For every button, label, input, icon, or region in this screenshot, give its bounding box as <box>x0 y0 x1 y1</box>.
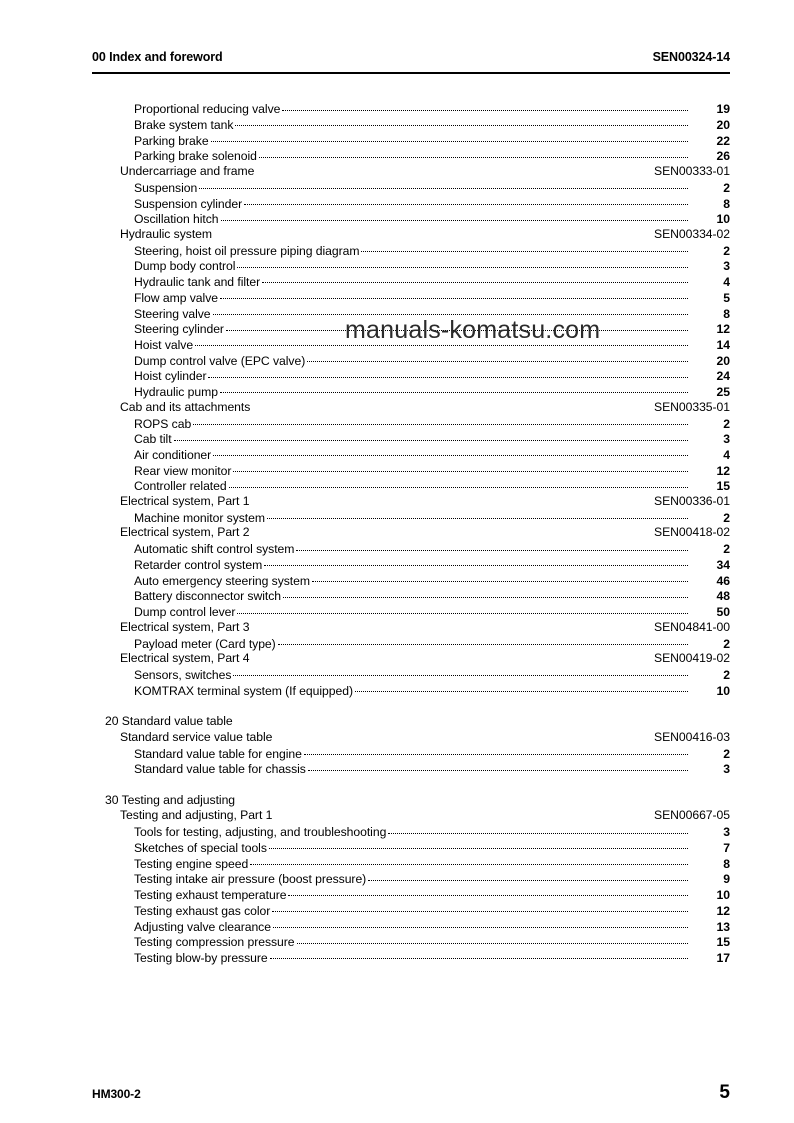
toc-entry-section[interactable] <box>0 808 794 824</box>
toc-entry-item[interactable] <box>0 132 794 148</box>
toc-entry-label: Hoist cylinder <box>134 369 207 384</box>
toc-entry-label: Testing engine speed <box>134 856 249 871</box>
toc-entry-page-number: 14 <box>716 337 730 352</box>
toc-entry-section[interactable] <box>0 164 794 180</box>
toc-entry-page-number: 3 <box>723 259 730 274</box>
toc-entry-label: Controller related <box>134 479 227 494</box>
toc-entry-page-number: 13 <box>716 919 730 934</box>
leader-dots <box>237 258 688 270</box>
leader-dots <box>308 761 688 773</box>
toc-entry-page-number: 4 <box>723 275 730 290</box>
toc-entry-label: Hydraulic system <box>120 226 212 241</box>
leader-dots <box>226 321 688 333</box>
toc-entry-item[interactable] <box>0 180 794 196</box>
toc-entry-label: Suspension <box>134 180 198 195</box>
toc-entry-page-number: 2 <box>723 243 730 258</box>
leader-dots <box>267 510 688 522</box>
toc-entry-item[interactable] <box>0 855 794 871</box>
toc-entry-label: Undercarriage and frame <box>120 163 255 178</box>
toc-entry-label: Rear view monitor <box>134 463 232 478</box>
leader-dots <box>259 148 688 160</box>
leader-dots <box>193 415 688 427</box>
toc-entry-label: Parking brake <box>134 133 209 148</box>
toc-entry-item[interactable] <box>0 573 794 589</box>
toc-entry-label: Testing compression pressure <box>134 935 295 950</box>
toc-entry-label: Cab and its attachments <box>120 399 251 414</box>
toc-entry-item[interactable] <box>0 117 794 133</box>
toc-entry-label: ROPS cab <box>134 416 192 431</box>
toc-entry-label: Electrical system, Part 4 <box>120 651 250 666</box>
leader-dots <box>220 384 688 396</box>
toc-entry-page-number: 19 <box>716 102 730 117</box>
toc-entry-chapter[interactable] <box>0 714 794 730</box>
leader-dots <box>297 934 689 946</box>
toc-entry-item[interactable] <box>0 101 794 117</box>
footer-page-number: 5 <box>719 1082 730 1103</box>
toc-entry-label: Testing exhaust temperature <box>134 888 287 903</box>
toc-entry-document-code: SEN00336-01 <box>653 493 730 508</box>
toc-entry-label: Sketches of special tools <box>134 840 267 855</box>
toc-entry-item[interactable] <box>0 541 794 557</box>
toc-entry-page-number: 12 <box>716 322 730 337</box>
page-header <box>92 50 730 64</box>
leader-dots <box>213 305 688 317</box>
toc-entry-label: Standard value table for engine <box>134 746 302 761</box>
leader-dots <box>304 745 688 757</box>
toc-entry-label: Battery disconnector switch <box>134 589 281 604</box>
toc-entry-page-number: 2 <box>723 510 730 525</box>
toc-entry-item[interactable] <box>0 321 794 337</box>
leader-dots <box>229 478 688 490</box>
toc-entry-label: Brake system tank <box>134 117 234 132</box>
toc-entry-item[interactable] <box>0 274 794 290</box>
leader-dots <box>273 918 688 930</box>
leader-dots <box>220 290 688 302</box>
leader-dots <box>174 431 688 443</box>
leader-dots <box>388 824 688 836</box>
table-of-contents <box>0 101 794 965</box>
toc-entry-label: Hoist valve <box>134 337 194 352</box>
toc-entry-item[interactable] <box>0 463 794 479</box>
toc-entry-document-code: SEN00419-02 <box>653 651 730 666</box>
leader-dots <box>361 242 688 254</box>
toc-entry-label: Steering, hoist oil pressure piping diagram <box>134 243 360 258</box>
toc-entry-label: Auto emergency steering system <box>134 573 310 588</box>
toc-entry-page-number: 3 <box>723 825 730 840</box>
toc-entry-page-number: 50 <box>716 605 730 620</box>
leader-dots <box>270 950 688 962</box>
toc-entry-item[interactable] <box>0 824 794 840</box>
leader-dots <box>235 117 688 129</box>
toc-entry-label: Payload meter (Card type) <box>134 636 276 651</box>
toc-entry-item[interactable] <box>0 337 794 353</box>
toc-entry-label: Machine monitor system <box>134 510 265 525</box>
toc-entry-document-code: SEN00333-01 <box>653 163 730 178</box>
leader-dots <box>208 368 688 380</box>
toc-entry-document-code: SEN00334-02 <box>653 226 730 241</box>
toc-entry-item[interactable] <box>0 745 794 761</box>
toc-entry-section[interactable] <box>0 525 794 541</box>
toc-entry-item[interactable] <box>0 211 794 227</box>
footer-model: HM300-2 <box>92 1087 141 1101</box>
toc-entry-label: Retarder control system <box>134 558 263 573</box>
toc-entry-page-number: 3 <box>723 432 730 447</box>
toc-entry-label: Testing and adjusting, Part 1 <box>120 808 273 823</box>
toc-entry-label: Automatic shift control system <box>134 542 295 557</box>
toc-entry-document-code: SEN00335-01 <box>653 399 730 414</box>
toc-entry-page-number: 4 <box>723 448 730 462</box>
toc-entry-label: 20 Standard value table <box>105 714 233 728</box>
toc-entry-label: Dump body control <box>134 259 236 274</box>
toc-entry-label: Suspension cylinder <box>134 196 243 211</box>
toc-entry-section[interactable] <box>0 227 794 243</box>
toc-entry-item[interactable] <box>0 368 794 384</box>
toc-entry-label: Oscillation hitch <box>134 212 219 227</box>
toc-entry-page-number: 3 <box>723 762 730 777</box>
toc-entry-page-number: 8 <box>723 196 730 211</box>
leader-dots <box>278 635 688 647</box>
toc-entry-item[interactable] <box>0 353 794 369</box>
leader-dots <box>307 353 688 365</box>
toc-entry-page-number: 15 <box>716 479 730 494</box>
toc-entry-label: Dump control lever <box>134 605 236 620</box>
toc-entry-label: Testing blow-by pressure <box>134 950 268 965</box>
toc-entry-label: Parking brake solenoid <box>134 149 257 164</box>
toc-entry-page-number: 2 <box>723 636 730 651</box>
toc-entry-page-number: 8 <box>723 856 730 871</box>
toc-entry-label: Standard service value table <box>120 729 273 744</box>
toc-entry-item[interactable] <box>0 871 794 887</box>
toc-entry-page-number: 2 <box>723 180 730 195</box>
toc-entry-page-number: 34 <box>716 558 730 573</box>
toc-entry-label: Air conditioner <box>134 448 212 462</box>
leader-dots <box>262 274 688 286</box>
toc-entry-item[interactable] <box>0 478 794 494</box>
toc-entry-page-number: 12 <box>716 463 730 478</box>
toc-entry-page-number: 20 <box>716 117 730 132</box>
toc-entry-item[interactable] <box>0 510 794 526</box>
leader-dots <box>312 573 688 585</box>
toc-entry-item[interactable] <box>0 415 794 431</box>
leader-dots <box>211 132 688 144</box>
toc-entry-label: Hydraulic pump <box>134 385 218 400</box>
toc-entry-page-number: 22 <box>716 133 730 148</box>
watermark: manuals-komatsu.com <box>345 316 601 344</box>
toc-entry-item[interactable] <box>0 667 794 683</box>
toc-entry-document-code: SEN00416-03 <box>653 729 730 744</box>
toc-entry-page-number: 15 <box>716 935 730 950</box>
toc-entry-page-number: 10 <box>716 212 730 227</box>
toc-entry-page-number: 2 <box>723 416 730 431</box>
leader-dots <box>250 855 688 867</box>
toc-entry-page-number: 2 <box>723 746 730 761</box>
toc-entry-item[interactable] <box>0 588 794 604</box>
toc-entry-label: Testing intake air pressure (boost pressure) <box>134 872 367 887</box>
toc-entry-page-number: 26 <box>716 149 730 164</box>
toc-entry-page-number: 20 <box>716 353 730 368</box>
toc-entry-item[interactable] <box>0 242 794 258</box>
toc-entry-item[interactable] <box>0 683 794 699</box>
toc-entry-label: Tools for testing, adjusting, and troubleshooting <box>134 825 387 840</box>
toc-entry-label: Hydraulic tank and filter <box>134 275 261 290</box>
toc-entry-item[interactable] <box>0 840 794 856</box>
toc-entry-section[interactable] <box>0 400 794 416</box>
leader-dots <box>237 604 688 616</box>
toc-entry-item[interactable] <box>0 258 794 274</box>
toc-entry-item[interactable] <box>0 761 794 777</box>
header-document-code: SEN00324-14 <box>652 50 730 64</box>
header-divider <box>92 72 730 74</box>
toc-entry-item[interactable] <box>0 148 794 164</box>
leader-dots <box>195 337 688 349</box>
leader-dots <box>269 840 688 852</box>
toc-entry-label: Electrical system, Part 2 <box>120 525 250 540</box>
toc-entry-label: 30 Testing and adjusting <box>105 792 236 807</box>
toc-entry-page-number: 9 <box>723 872 730 887</box>
toc-entry-page-number: 12 <box>716 903 730 918</box>
toc-entry-item[interactable] <box>0 290 794 306</box>
toc-entry-item[interactable] <box>0 903 794 919</box>
toc-entry-page-number: 10 <box>716 888 730 903</box>
toc-entry-label: Sensors, switches <box>134 668 232 683</box>
toc-entry-document-code: SEN00418-02 <box>653 525 730 540</box>
toc-entry-label: Flow amp valve <box>134 290 218 305</box>
toc-entry-label: Adjusting valve clearance <box>134 919 271 934</box>
leader-dots <box>264 557 688 569</box>
toc-entry-section[interactable] <box>0 651 794 667</box>
toc-entry-page-number: 5 <box>723 290 730 305</box>
leader-dots <box>282 101 688 113</box>
toc-entry-item[interactable] <box>0 887 794 903</box>
toc-entry-label: Testing exhaust gas color <box>134 903 271 918</box>
toc-entry-label: Electrical system, Part 1 <box>120 493 250 508</box>
toc-entry-document-code: SEN04841-00 <box>653 619 730 634</box>
toc-entry-item[interactable] <box>0 195 794 211</box>
toc-entry-page-number: 2 <box>723 668 730 683</box>
toc-entry-item[interactable] <box>0 447 794 463</box>
toc-entry-page-number: 48 <box>716 589 730 604</box>
toc-entry-page-number: 17 <box>716 950 730 965</box>
leader-dots <box>355 683 688 695</box>
toc-entry-item[interactable] <box>0 557 794 573</box>
toc-entry-page-number: 2 <box>723 542 730 557</box>
toc-entry-label: Proportional reducing valve <box>134 102 281 117</box>
toc-entry-chapter[interactable] <box>0 793 794 809</box>
toc-entry-label: Cab tilt <box>134 432 172 447</box>
leader-dots <box>199 180 688 192</box>
leader-dots <box>233 667 688 679</box>
leader-dots <box>244 195 688 207</box>
toc-entry-item[interactable] <box>0 604 794 620</box>
leader-dots <box>288 887 688 899</box>
page-footer <box>92 1082 730 1104</box>
toc-entry-section[interactable] <box>0 494 794 510</box>
leader-dots <box>283 588 688 600</box>
toc-entry-section[interactable] <box>0 730 794 746</box>
leader-dots <box>221 211 689 223</box>
toc-entry-item[interactable] <box>0 305 794 321</box>
header-chapter-title: 00 Index and foreword <box>92 50 223 64</box>
toc-entry-page-number: 46 <box>716 573 730 588</box>
toc-entry-page-number: 8 <box>723 306 730 321</box>
toc-entry-document-code: SEN00667-05 <box>653 808 730 823</box>
toc-entry-section[interactable] <box>0 620 794 636</box>
toc-entry-item[interactable] <box>0 934 794 950</box>
leader-dots <box>272 903 688 915</box>
leader-dots <box>296 541 688 553</box>
toc-entry-page-number: 24 <box>716 369 730 384</box>
toc-entry-item[interactable] <box>0 431 794 447</box>
toc-entry-label: Electrical system, Part 3 <box>120 619 250 634</box>
toc-entry-label: Dump control valve (EPC valve) <box>134 353 306 368</box>
toc-entry-label: Standard value table for chassis <box>134 762 306 777</box>
toc-entry-item[interactable] <box>0 384 794 400</box>
toc-entry-page-number: 7 <box>723 840 730 855</box>
toc-entry-label: Steering cylinder <box>134 322 224 337</box>
toc-entry-page-number: 10 <box>716 683 730 698</box>
toc-entry-label: Steering valve <box>134 306 211 321</box>
toc-entry-page-number: 25 <box>716 385 730 400</box>
toc-entry-item[interactable] <box>0 918 794 934</box>
toc-entry-item[interactable] <box>0 950 794 966</box>
toc-entry-label: KOMTRAX terminal system (If equipped) <box>134 683 353 698</box>
leader-dots <box>213 447 688 459</box>
leader-dots <box>233 463 688 475</box>
toc-entry-item[interactable] <box>0 635 794 651</box>
leader-dots <box>368 871 688 883</box>
